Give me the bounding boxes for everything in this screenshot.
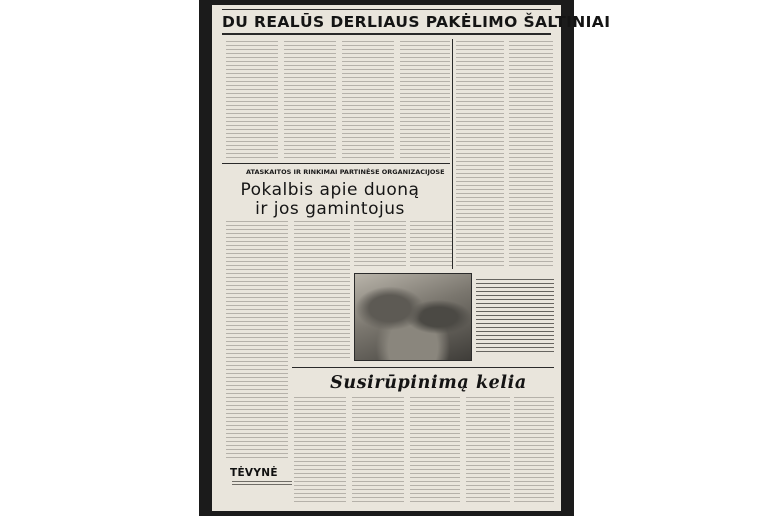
section-tag: ATASKAITOS IR RINKIMAI PARTINĖSE ORGANIZACIJOSE: [246, 168, 445, 176]
second-article-title: Susirūpinimą kelia: [330, 373, 527, 393]
page-headline: DU REALŪS DERLIAUS PAKĖLIMO ŠALTINIAI: [222, 13, 611, 31]
top-rule: [222, 9, 551, 10]
text-column: [226, 41, 278, 161]
newspaper-page: [212, 5, 611, 511]
column-divider: [452, 39, 453, 269]
text-column: [294, 221, 350, 361]
text-column: [410, 221, 452, 267]
text-column: [294, 397, 346, 505]
text-column: [284, 41, 336, 161]
text-column: [466, 397, 510, 505]
text-column: [400, 41, 450, 161]
section-rule: [222, 163, 450, 164]
section-rule-lower: [292, 367, 554, 368]
text-column: [410, 397, 460, 505]
news-photo: [354, 273, 472, 361]
masthead-issue-line: [232, 481, 292, 487]
text-column: [509, 41, 553, 267]
photo-caption: [476, 279, 554, 353]
text-column: [514, 397, 554, 505]
text-column: [342, 41, 394, 161]
text-column: [456, 41, 504, 267]
text-column: [226, 221, 288, 461]
text-column: [354, 221, 406, 267]
headline-rule: [222, 33, 551, 35]
text-column: [352, 397, 404, 505]
article-title-line-1: Pokalbis apie duoną: [240, 180, 420, 200]
masthead-logo: TĖVYNĖ: [230, 467, 278, 479]
article-title-line-2: ir jos gamintojus: [255, 199, 405, 219]
